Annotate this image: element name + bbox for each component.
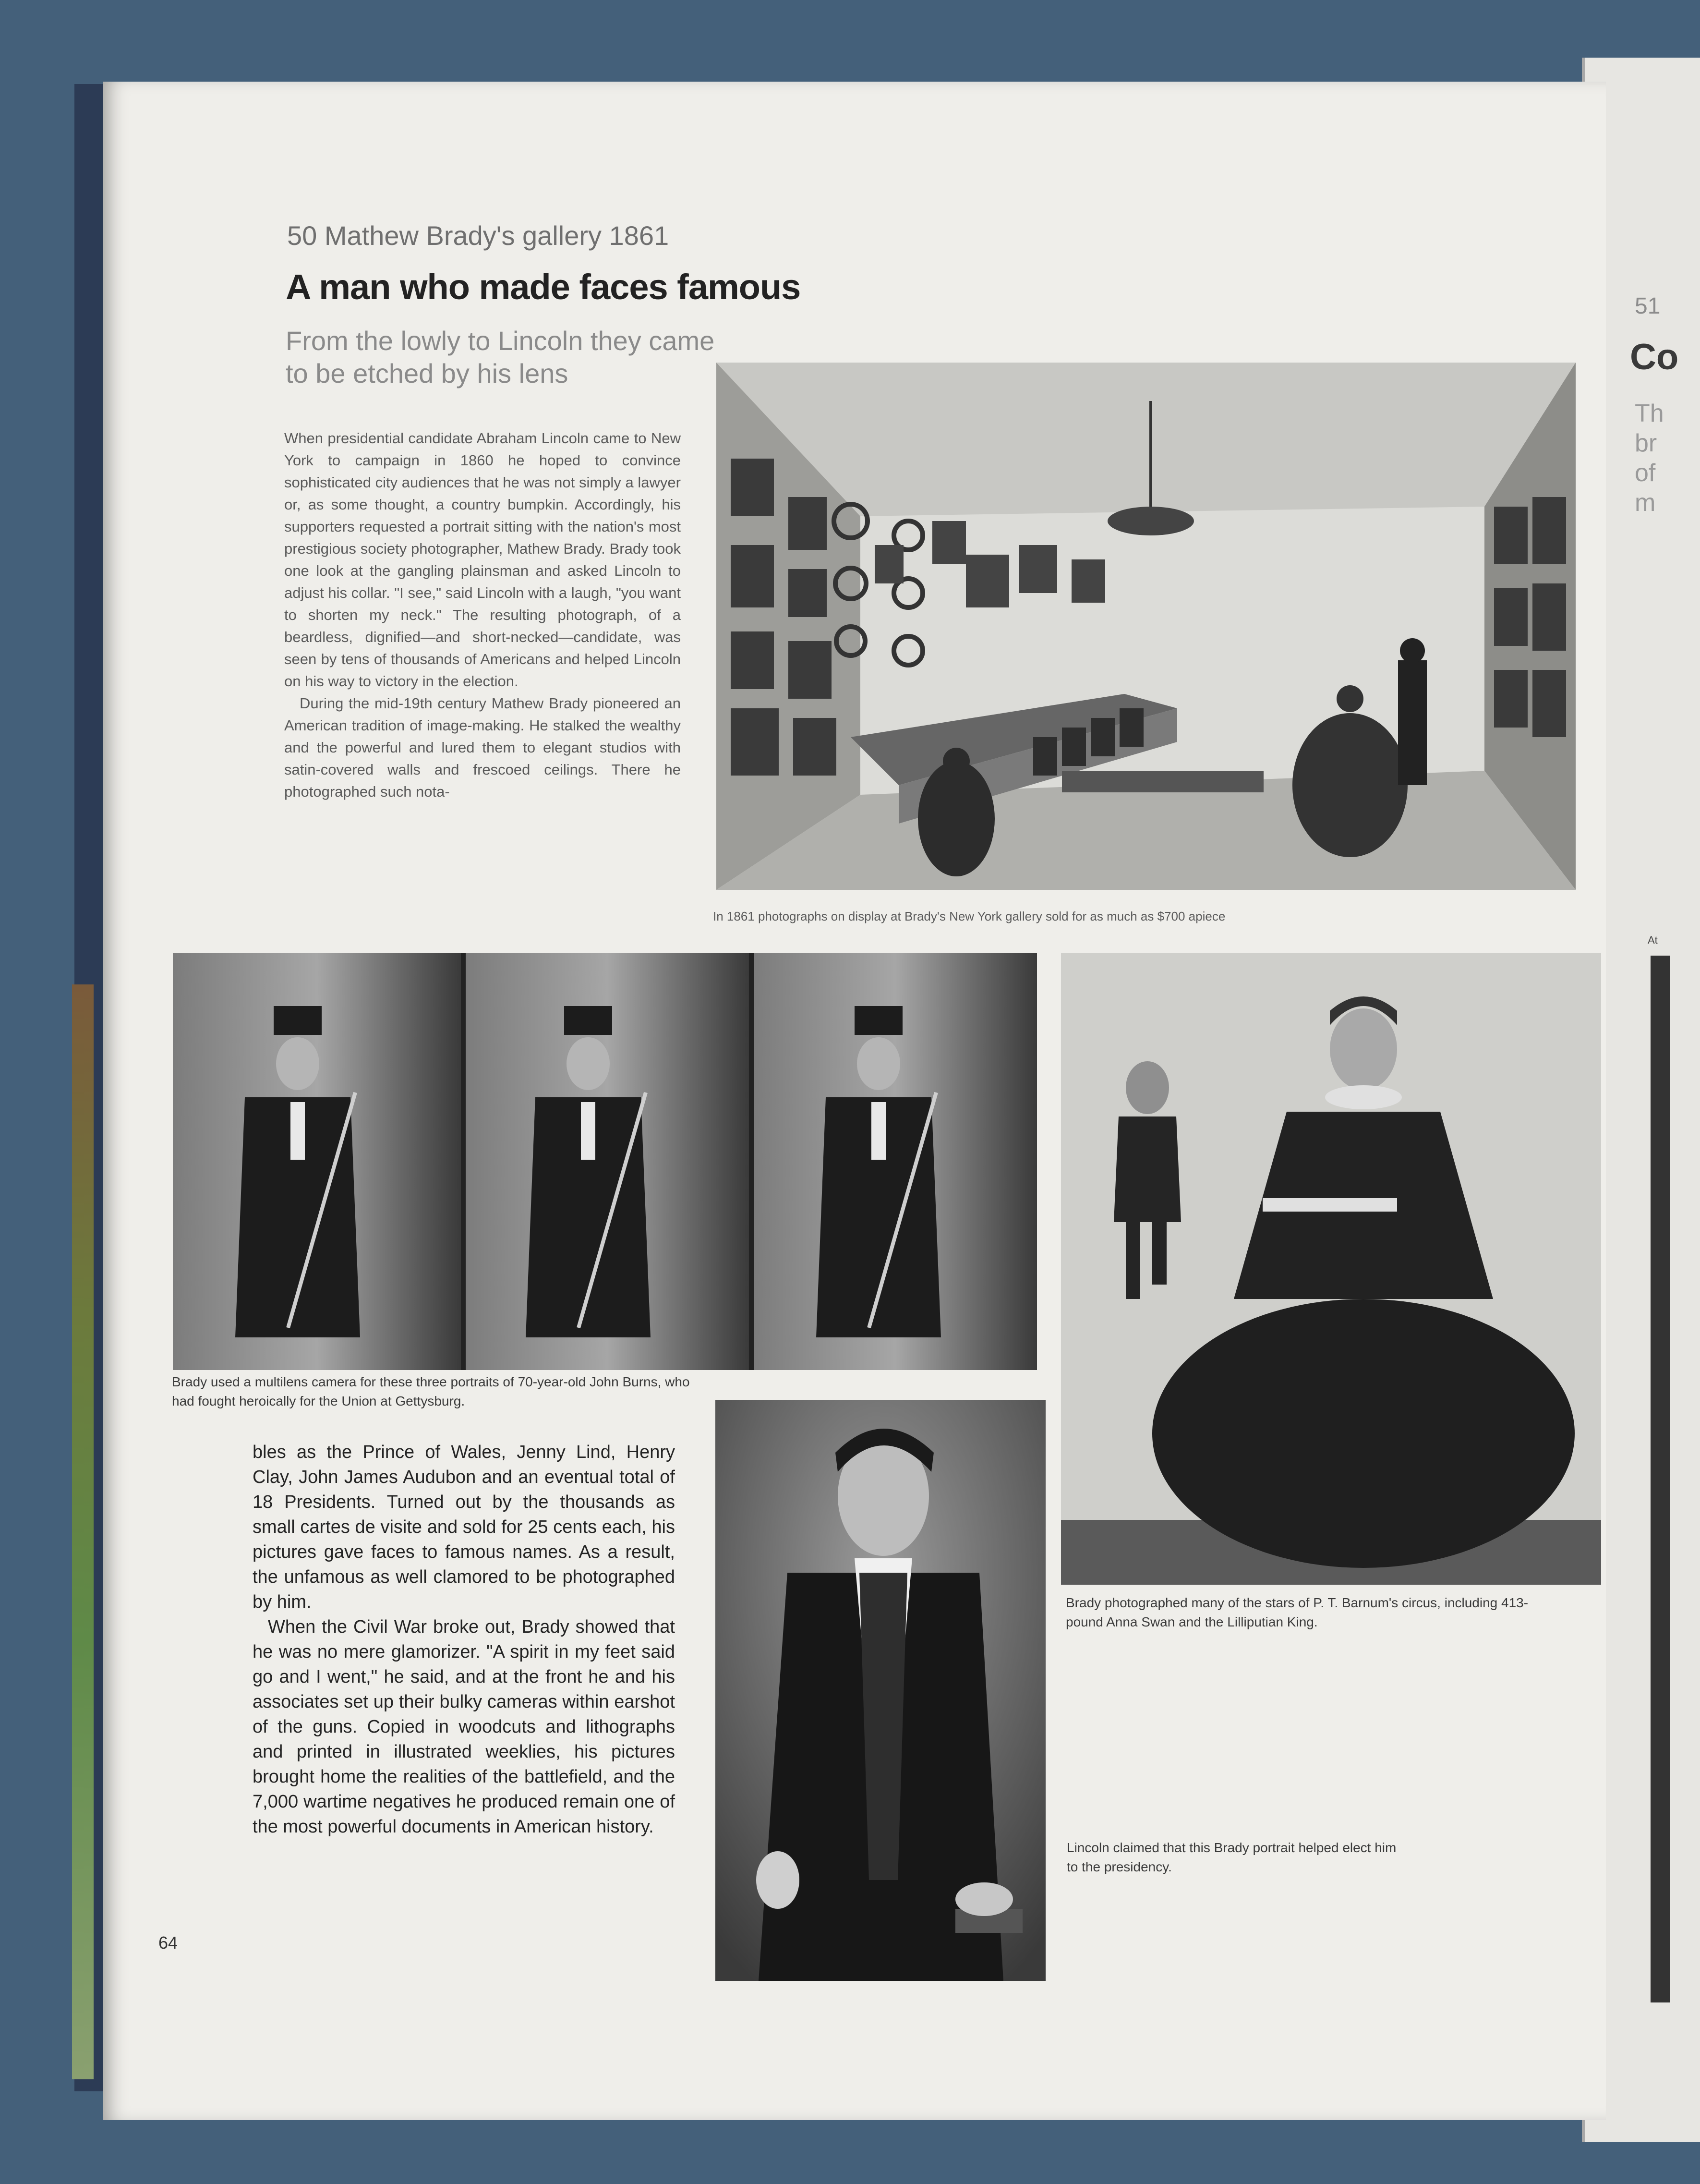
facing-text-line: of: [1635, 459, 1656, 487]
barnum-caption: Brady photographed many of the stars of P. T. Barnum's circus, including 413-pound Anna Swan and the Lilliputian King.: [1066, 1595, 1529, 1629]
page-headline: A man who made faces famous: [286, 267, 801, 307]
book-edge: [72, 984, 94, 2079]
body-paragraph: When the Civil War broke out, Brady showed that he was no mere glamorizer. "A spirit in my feet said go and I went," he said, and at the front he and his associates set up their bulky cameras within earshot of the guns. Copied in woodcuts and lithographs and printed in illustrated weeklies, his pictures brought home the realities of the battlefield, and the 7,000 wartime negatives he produced remain one of the most powerful documents in American history.: [253, 1617, 675, 1837]
gallery-engraving-art: [716, 363, 1576, 890]
facing-page-caption: At: [1648, 934, 1658, 946]
facing-text-line: m: [1635, 489, 1656, 517]
body-paragraph: When presidential candidate Abraham Lincoln came to New York to campaign in 1860 he hoped to convince sophisticated city audiences that he was not simply a lawyer or, as some thought, a country bumpkin. Accordingly, his supporters requested a portrait sitting with the nation's most prestigious society photographer, Mathew Brady. Brady took one look at the gangling plainsman and asked Lincoln to adjust his collar. "I see," said Lincoln with a laugh, "you want to shorten my neck." The resulting photograph, of a beardless, dignified—and short-necked—candidate, was seen by tens of thousands of Americans and helped Lincoln on his way to victory in the election.: [284, 430, 681, 690]
lincoln-caption: Lincoln claimed that this Brady portrait helped elect him to the presidency.: [1067, 1840, 1397, 1874]
body-paragraph: During the mid-19th century Mathew Brady pioneered an American tradition of image-making. He stalked the wealthy and the powerful and lured them to elegant studios with satin-covered walls and frescoed ceilings. There he photographed such nota-: [284, 695, 681, 800]
john-burns-caption: Brady used a multilens camera for these three portraits of 70-year-old John Burns, who had fought heroically for the Union at Gettysburg.: [172, 1374, 690, 1408]
section-kicker: 50 Mathew Brady's gallery 1861: [287, 220, 669, 251]
page-deck: From the lowly to Lincoln they came to be etched by his lens: [286, 326, 715, 388]
anna-swan-photo: [1061, 953, 1601, 1585]
john-burns-portraits: [173, 953, 1037, 1370]
gallery-caption: In 1861 photographs on display at Brady's New York gallery sold for as much as $700 apiece: [713, 909, 1226, 923]
lincoln-portrait: [715, 1400, 1046, 1981]
page-number: 64: [158, 1933, 178, 1953]
facing-page-number: 51: [1635, 293, 1661, 319]
facing-page-title: Co: [1630, 337, 1679, 377]
gallery-engraving: [716, 363, 1576, 890]
facing-page-photo: [1651, 956, 1670, 2002]
lincoln-portrait-art: [715, 1400, 1046, 1981]
article-body-column-1: [284, 427, 681, 803]
body-paragraph: bles as the Prince of Wales, Jenny Lind, Henry Clay, John James Audubon and an eventual total of 18 Presidents. Turned out by the thousands as small cartes de visite and sold for 25 cents each, his pictures gave faces to famous names. As a result, the unfamous as well clamored to be photographed by him.: [253, 1442, 675, 1612]
facing-text-line: br: [1635, 429, 1657, 457]
facing-text-line: Th: [1635, 400, 1664, 427]
anna-swan-photo-art: [1061, 953, 1601, 1585]
article-body-column-2: [253, 1440, 675, 1839]
facing-page-text: [1635, 399, 1673, 518]
john-burns-portraits-art: [173, 953, 1037, 1370]
